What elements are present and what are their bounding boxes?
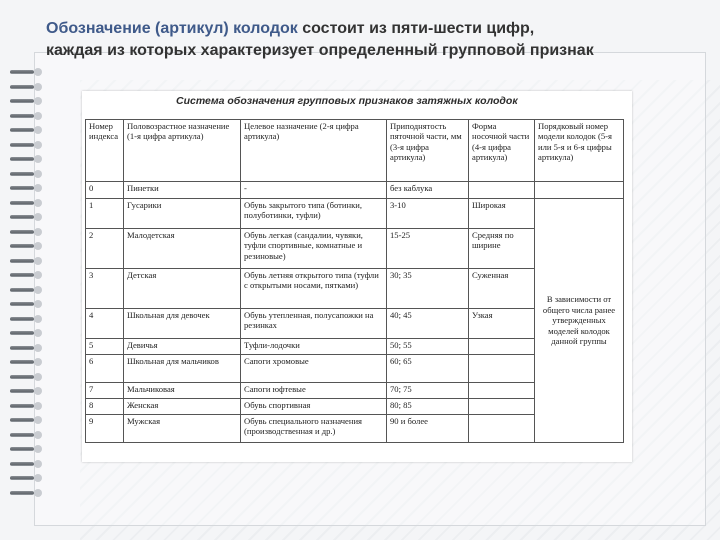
binding-ring: [10, 472, 44, 484]
header-toe: Форма носочной части (4-я цифра артикула): [469, 120, 535, 182]
cell-purpose: Обувь закрытого типа (ботинки, полуботинки, туфли): [241, 199, 387, 229]
binding-ring: [10, 284, 44, 296]
cell-gender: Гусарики: [124, 199, 241, 229]
binding-ring: [10, 81, 44, 93]
binding-ring: [10, 414, 44, 426]
cell-purpose: Обувь утепленная, полусапожки на резинках: [241, 309, 387, 339]
binding-ring: [10, 327, 44, 339]
cell-index: 5: [86, 339, 124, 355]
binding-ring: [10, 443, 44, 455]
cell-index: 6: [86, 355, 124, 383]
cell-heel: 80; 85: [387, 399, 469, 415]
table-row: [86, 182, 624, 199]
cell-heel: 50; 55: [387, 339, 469, 355]
cell-index: 9: [86, 415, 124, 443]
table-row: [86, 199, 624, 229]
cell-heel: 90 и более: [387, 415, 469, 443]
binding-ring: [10, 487, 44, 499]
binding-ring: [10, 211, 44, 223]
title-rest: состоит из пяти-шести цифр,: [297, 20, 535, 37]
cell-index: 7: [86, 383, 124, 399]
binding-ring: [10, 356, 44, 368]
binding-ring: [10, 371, 44, 383]
cell-heel: без каблука: [387, 182, 469, 199]
binding-ring: [10, 458, 44, 470]
title-line-2: каждая из которых характеризует определенный групповой признак: [46, 42, 594, 59]
cell-gender: Мальчиковая: [124, 383, 241, 399]
binding-ring: [10, 153, 44, 165]
cell-gender: Малодетская: [124, 229, 241, 269]
cell-toe: Средняя по ширине: [469, 229, 535, 269]
cell-index: 1: [86, 199, 124, 229]
binding-ring: [10, 269, 44, 281]
binding-ring: [10, 298, 44, 310]
cell-toe: Узкая: [469, 309, 535, 339]
cell-purpose: Сапоги хромовые: [241, 355, 387, 383]
cell-purpose: -: [241, 182, 387, 199]
header-purpose: Целевое назначение (2-я цифра артикула): [241, 120, 387, 182]
cell-heel: 3-10: [387, 199, 469, 229]
cell-gender: Мужская: [124, 415, 241, 443]
binding-ring: [10, 66, 44, 78]
cell-model-note: В зависимости от общего числа ранее утвержденных моделей колодок данной группы: [535, 199, 624, 443]
cell-index: 3: [86, 269, 124, 309]
cell-purpose: Туфли-лодочки: [241, 339, 387, 355]
cell-toe: [469, 399, 535, 415]
cell-gender: Пинетки: [124, 182, 241, 199]
cell-toe: [469, 415, 535, 443]
cell-heel: 15-25: [387, 229, 469, 269]
cell-index: 0: [86, 182, 124, 199]
cell-toe: [469, 355, 535, 383]
binding-ring: [10, 226, 44, 238]
cell-gender: Школьная для мальчиков: [124, 355, 241, 383]
spiral-binding: [10, 66, 46, 496]
binding-ring: [10, 124, 44, 136]
binding-ring: [10, 182, 44, 194]
table-caption: Система обозначения групповых признаков затяжных колодок: [176, 95, 518, 107]
slide-title: [46, 18, 716, 62]
binding-ring: [10, 255, 44, 267]
binding-ring: [10, 429, 44, 441]
cell-toe: [469, 339, 535, 355]
binding-ring: [10, 240, 44, 252]
binding-ring: [10, 110, 44, 122]
cell-gender: Школьная для девочек: [124, 309, 241, 339]
cell-gender: Женская: [124, 399, 241, 415]
cell-heel: 70; 75: [387, 383, 469, 399]
cell-heel: 40; 45: [387, 309, 469, 339]
binding-ring: [10, 342, 44, 354]
cell-toe: [469, 182, 535, 199]
header-gender: Половозрастное назначение (1-я цифра артикула): [124, 120, 241, 182]
cell-index: 4: [86, 309, 124, 339]
cell-toe: [469, 383, 535, 399]
header-index: Номер индекса: [86, 120, 124, 182]
cell-model-empty: [535, 182, 624, 199]
binding-ring: [10, 385, 44, 397]
binding-ring: [10, 197, 44, 209]
cell-purpose: Обувь специального назначения (производственная и др.): [241, 415, 387, 443]
table-header-row: [86, 120, 624, 182]
cell-gender: Девичья: [124, 339, 241, 355]
cell-purpose: Обувь спортивная: [241, 399, 387, 415]
cell-index: 2: [86, 229, 124, 269]
table-document: [82, 91, 632, 462]
cell-toe: Широкая: [469, 199, 535, 229]
binding-ring: [10, 139, 44, 151]
groups-table: [85, 119, 624, 443]
cell-purpose: Сапоги юфтевые: [241, 383, 387, 399]
cell-heel: 30; 35: [387, 269, 469, 309]
cell-purpose: Обувь легкая (сандалии, чувяки, туфли спортивные, комнатные и резиновые): [241, 229, 387, 269]
header-heel: Приподнятость пяточной части, мм (3-я цифра артикула): [387, 120, 469, 182]
cell-purpose: Обувь летняя открытого типа (туфли с открытыми носами, пятками): [241, 269, 387, 309]
title-accent: Обозначение (артикул) колодок: [46, 20, 298, 37]
cell-toe: Суженная: [469, 269, 535, 309]
header-model: Порядковый номер модели колодок (5-я или 5-я и 6-я цифры артикула): [535, 120, 624, 182]
table-body: [86, 120, 624, 443]
cell-index: 8: [86, 399, 124, 415]
binding-ring: [10, 400, 44, 412]
binding-ring: [10, 168, 44, 180]
cell-gender: Детская: [124, 269, 241, 309]
binding-ring: [10, 95, 44, 107]
binding-ring: [10, 313, 44, 325]
cell-heel: 60; 65: [387, 355, 469, 383]
